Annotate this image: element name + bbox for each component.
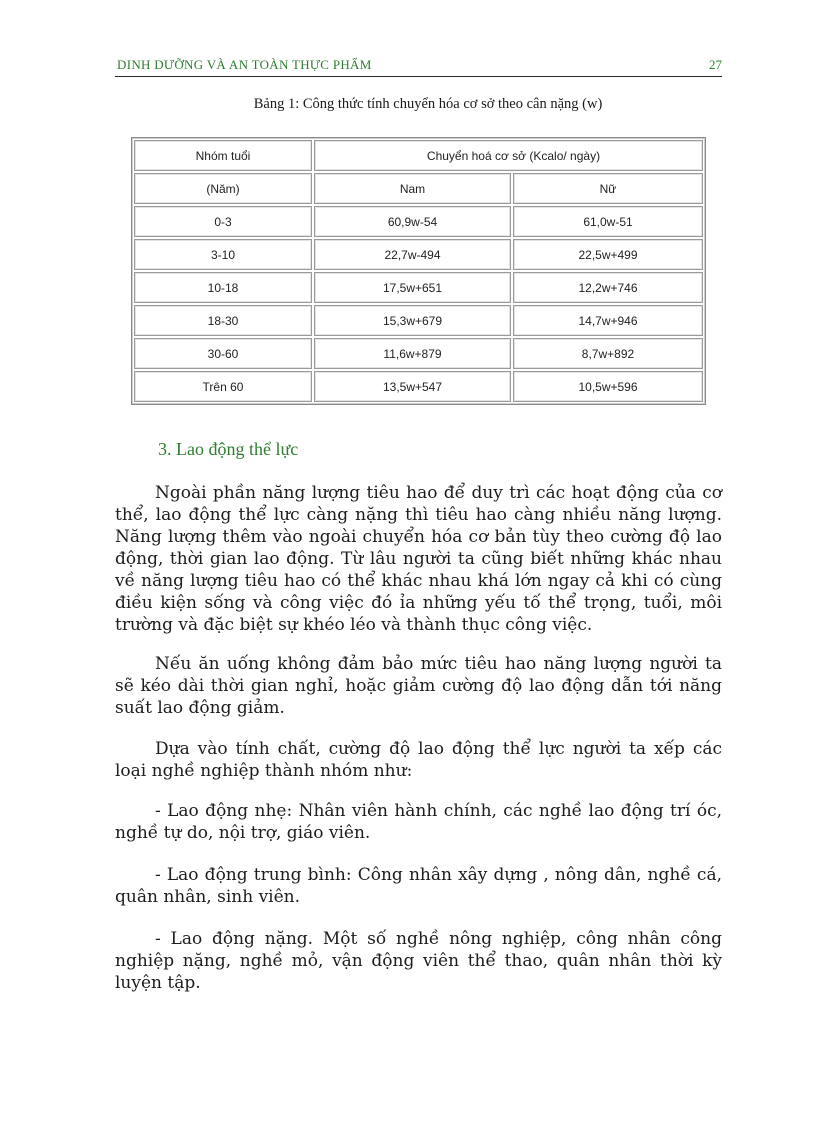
female-formula-cell: 61,0w-51 bbox=[513, 206, 703, 237]
male-formula-cell: 60,9w-54 bbox=[314, 206, 511, 237]
age-cell: 10-18 bbox=[134, 272, 312, 303]
paragraph: Nếu ăn uống không đảm bảo mức tiêu hao năng lượng người ta sẽ kéo dài thời gian nghỉ, hoặc giảm cường độ lao động dẫn tới năng suất lao động giảm. bbox=[115, 654, 722, 718]
male-header: Nam bbox=[314, 173, 511, 204]
table-subheader-row bbox=[134, 173, 703, 204]
female-formula-cell: 22,5w+499 bbox=[513, 239, 703, 270]
table-header-row bbox=[134, 140, 703, 171]
section-heading: 3. Lao động thể lực bbox=[158, 439, 299, 459]
male-formula-cell: 15,3w+679 bbox=[314, 305, 511, 336]
table-caption: Bảng 1: Công thức tính chuyển hóa cơ sở theo cân nặng (w) bbox=[253, 96, 603, 112]
table-row bbox=[134, 239, 703, 270]
bmr-table bbox=[131, 137, 706, 405]
female-formula-cell: 14,7w+946 bbox=[513, 305, 703, 336]
age-cell: 3-10 bbox=[134, 239, 312, 270]
age-group-header: Nhóm tuổi bbox=[134, 140, 312, 171]
running-header bbox=[115, 56, 722, 77]
bmr-group-header: Chuyển hoá cơ sở (Kcalo/ ngày) bbox=[314, 140, 703, 171]
running-header-title: DINH DƯỠNG VÀ AN TOÀN THỰC PHẨM bbox=[117, 57, 372, 72]
female-header: Nữ bbox=[513, 173, 703, 204]
age-cell: 18-30 bbox=[134, 305, 312, 336]
male-formula-cell: 13,5w+547 bbox=[314, 371, 511, 402]
female-formula-cell: 10,5w+596 bbox=[513, 371, 703, 402]
age-cell: 30-60 bbox=[134, 338, 312, 369]
table-row bbox=[134, 371, 703, 402]
age-cell: 0-3 bbox=[134, 206, 312, 237]
age-cell: Trên 60 bbox=[134, 371, 312, 402]
table-row bbox=[134, 272, 703, 303]
paragraph: Ngoài phần năng lượng tiêu hao để duy trì các hoạt động của cơ thể, lao động thể lực càng nặng thì tiêu hao càng nhiều năng lượng. Năng lượng thêm vào ngoài chuyển hóa cơ bản tùy theo cường độ lao động, thời gian lao động. Từ lâu người ta cũng biết những khác nhau về năng lượng tiêu hao có thể khác nhau khá lớn ngay cả khi có cùng điều kiện sống và công việc đó ỉa những yếu tố thể trọng, tuổi, môi trường và đặc biệt sự khéo léo và thành thục công việc. bbox=[115, 483, 722, 635]
male-formula-cell: 22,7w-494 bbox=[314, 239, 511, 270]
list-item: - Lao động nhẹ: Nhân viên hành chính, các nghề lao động trí óc, nghề tự do, nội trợ, giáo viên. bbox=[115, 801, 722, 843]
list-item: - Lao động nặng. Một số nghề nông nghiệp, công nhân công nghiệp nặng, nghề mỏ, vận động viên thể thao, quân nhân thời kỳ luyện tập. bbox=[115, 929, 722, 993]
male-formula-cell: 11,6w+879 bbox=[314, 338, 511, 369]
male-formula-cell: 17,5w+651 bbox=[314, 272, 511, 303]
page-number: 27 bbox=[709, 57, 722, 72]
table-row bbox=[134, 206, 703, 237]
female-formula-cell: 8,7w+892 bbox=[513, 338, 703, 369]
age-unit-header: (Năm) bbox=[134, 173, 312, 204]
female-formula-cell: 12,2w+746 bbox=[513, 272, 703, 303]
table-row bbox=[134, 338, 703, 369]
paragraph: Dựa vào tính chất, cường độ lao động thể lực người ta xếp các loại nghề nghiệp thành nhóm như: bbox=[115, 739, 722, 781]
table-row bbox=[134, 305, 703, 336]
list-item: - Lao động trung bình: Công nhân xây dựng , nông dân, nghề cá, quân nhân, sinh viên. bbox=[115, 865, 722, 907]
